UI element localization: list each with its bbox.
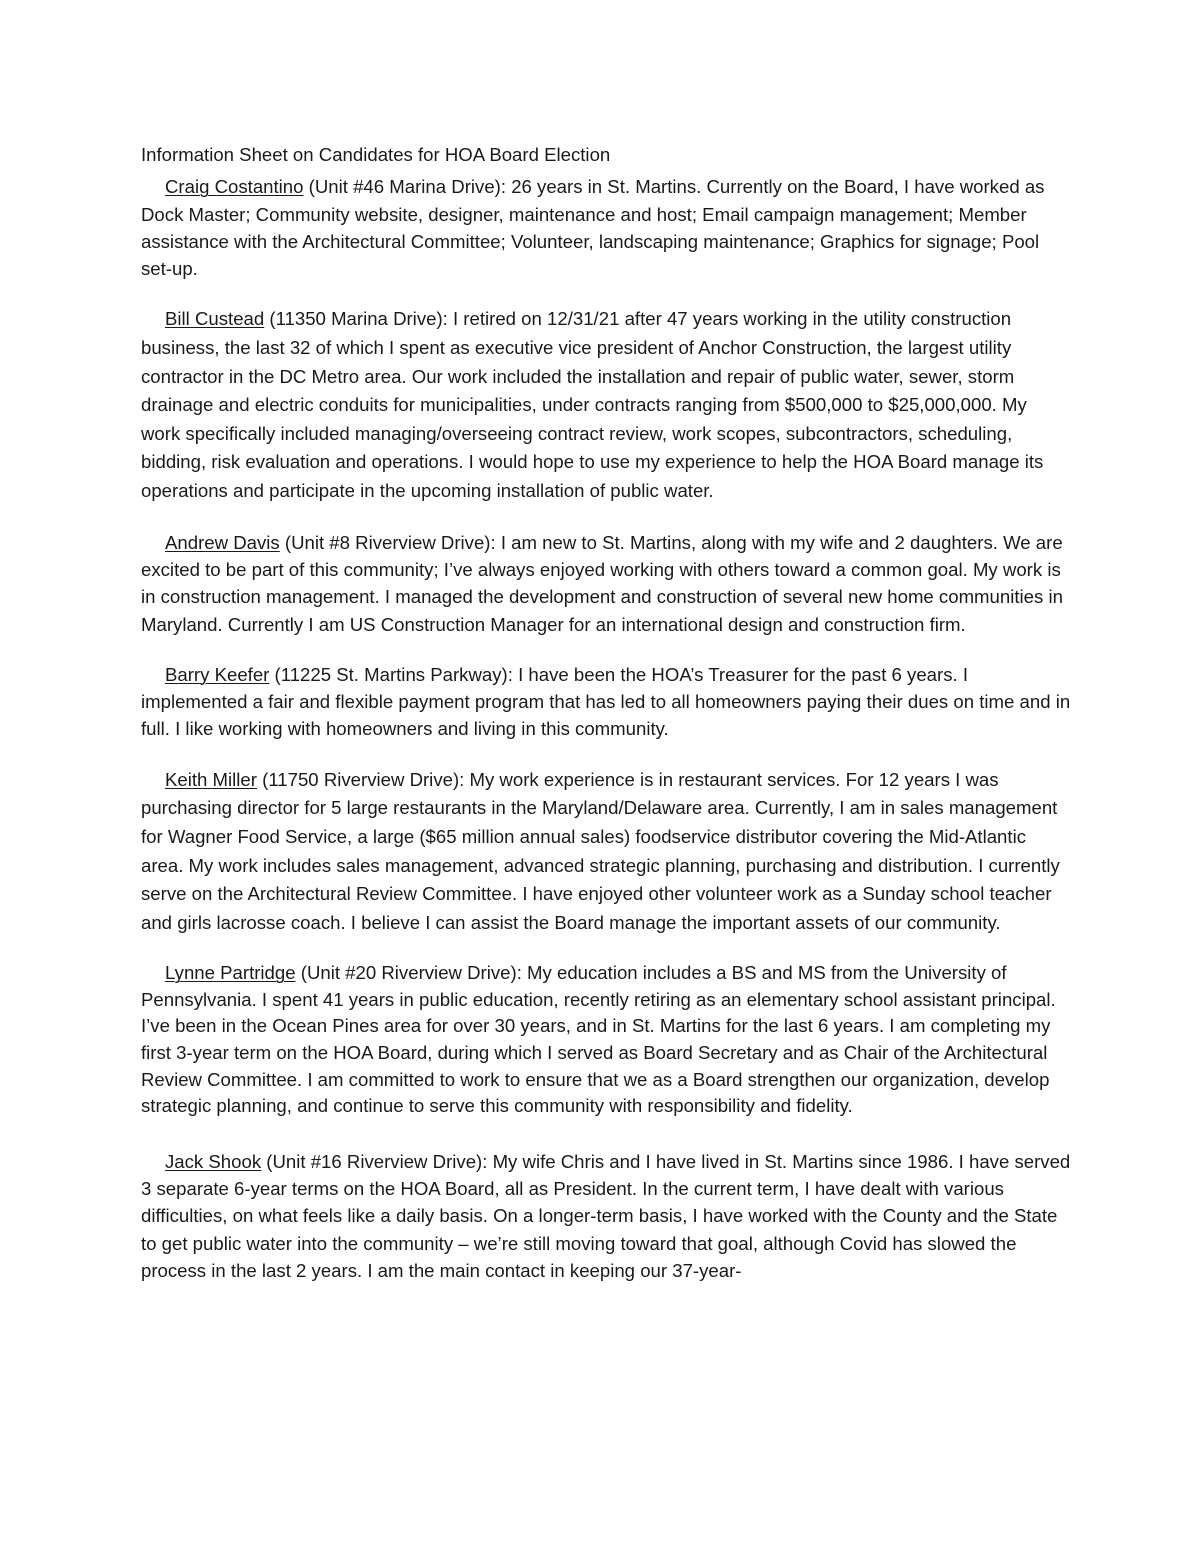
candidate-description: (11750 Riverview Drive): My work experience is in restaurant services. For 12 years I was purchasing director for 5 large restaurants in the Maryland/Delaware area. Currently, I am in sales management for Wagner Food Service, a large ($65 million annual sales) foodservice distributor covering the Mid-Atlantic area. My work includes sales management, advanced strategic planning, purchasing and distribution. I currently serve on the Architectural Review Committee. I have enjoyed other volunteer work as a Sunday school teacher and girls lacrosse coach. I believe I can assist the Board manage the important assets of our community. (141, 768, 1060, 933)
candidate-bio-keefer (141, 661, 1071, 743)
candidate-name: Lynne Partridge (165, 962, 296, 984)
candidate-name: Keith Miller (165, 768, 257, 790)
candidate-name: Craig Costantino (165, 176, 304, 198)
candidate-name: Andrew Davis (165, 531, 280, 553)
candidate-description: (11225 St. Martins Parkway): I have been the HOA’s Treasurer for the past 6 years. I implemented a fair and flexible payment program that has led to all homeowners paying their dues on time and in full. I like working with homeowners and living in this community. (141, 663, 1071, 740)
candidate-bio-custead (141, 305, 1071, 505)
document-page (141, 141, 1071, 1307)
candidate-description: (Unit #8 Riverview Drive): I am new to St. Martins, along with my wife and 2 daughters. We are excited to be part of this community; I’ve always enjoyed working with others toward a common goal. My work is in construction management. I managed the development and construction of several new home communities in Maryland. Currently I am US Construction Manager for an international design and construction firm. (141, 531, 1063, 635)
candidate-description: (Unit #20 Riverview Drive): My education includes a BS and MS from the University of Pennsylvania. I spent 41 years in public education, recently retiring as an elementary school assistant principal. I’ve been in the Ocean Pines area for over 30 years, and in St. Martins for the last 6 years. I am completing my first 3-year term on the HOA Board, during which I served as Board Secretary and as Chair of the Architectural Review Committee. I am committed to work to ensure that we as a Board strengthen our organization, develop strategic planning, and continue to serve this community with responsibility and fidelity. (141, 962, 1056, 1117)
candidate-description: (Unit #46 Marina Drive): 26 years in St. Martins. Currently on the Board, I have worked as Dock Master; Community website, designer, maintenance and host; Email campaign management; Member assistance with the Architectural Committee; Volunteer, landscaping maintenance; Graphics for signage; Pool set-up. (141, 176, 1045, 280)
candidate-description: (11350 Marina Drive): I retired on 12/31/21 after 47 years working in the utility construction business, the last 32 of which I spent as executive vice president of Anchor Construction, the largest utility contractor in the DC Metro area. Our work included the installation and repair of public water, sewer, storm drainage and electric conduits for municipalities, under contracts ranging from $500,000 to $25,000,000. My work specifically included managing/overseeing contract review, work scopes, subcontractors, scheduling, bidding, risk evaluation and operations. I would hope to use my experience to help the HOA Board manage its operations and participate in the upcoming installation of public water. (141, 308, 1044, 502)
candidate-name: Bill Custead (165, 308, 265, 330)
candidate-description: (Unit #16 Riverview Drive): My wife Chris and I have lived in St. Martins since 1986. I have served 3 separate 6-year terms on the HOA Board, all as President. In the current term, I have dealt with various difficulties, on what feels like a daily basis. On a longer-term basis, I have worked with the County and the State to get public water into the community – we’re still moving toward that goal, although Covid has slowed the process in the last 2 years. I am the main contact in keeping our 37-year- (141, 1150, 1071, 1282)
candidate-bio-partridge (141, 960, 1071, 1120)
candidate-name: Barry Keefer (165, 663, 270, 685)
candidate-bio-shook (141, 1148, 1071, 1284)
document-title: Information Sheet on Candidates for HOA Board Election (141, 144, 611, 165)
candidate-bio-miller (141, 766, 1071, 938)
candidate-bio-davis (141, 529, 1071, 638)
candidate-name: Jack Shook (165, 1150, 262, 1172)
candidate-bio-costantino (141, 173, 1071, 282)
